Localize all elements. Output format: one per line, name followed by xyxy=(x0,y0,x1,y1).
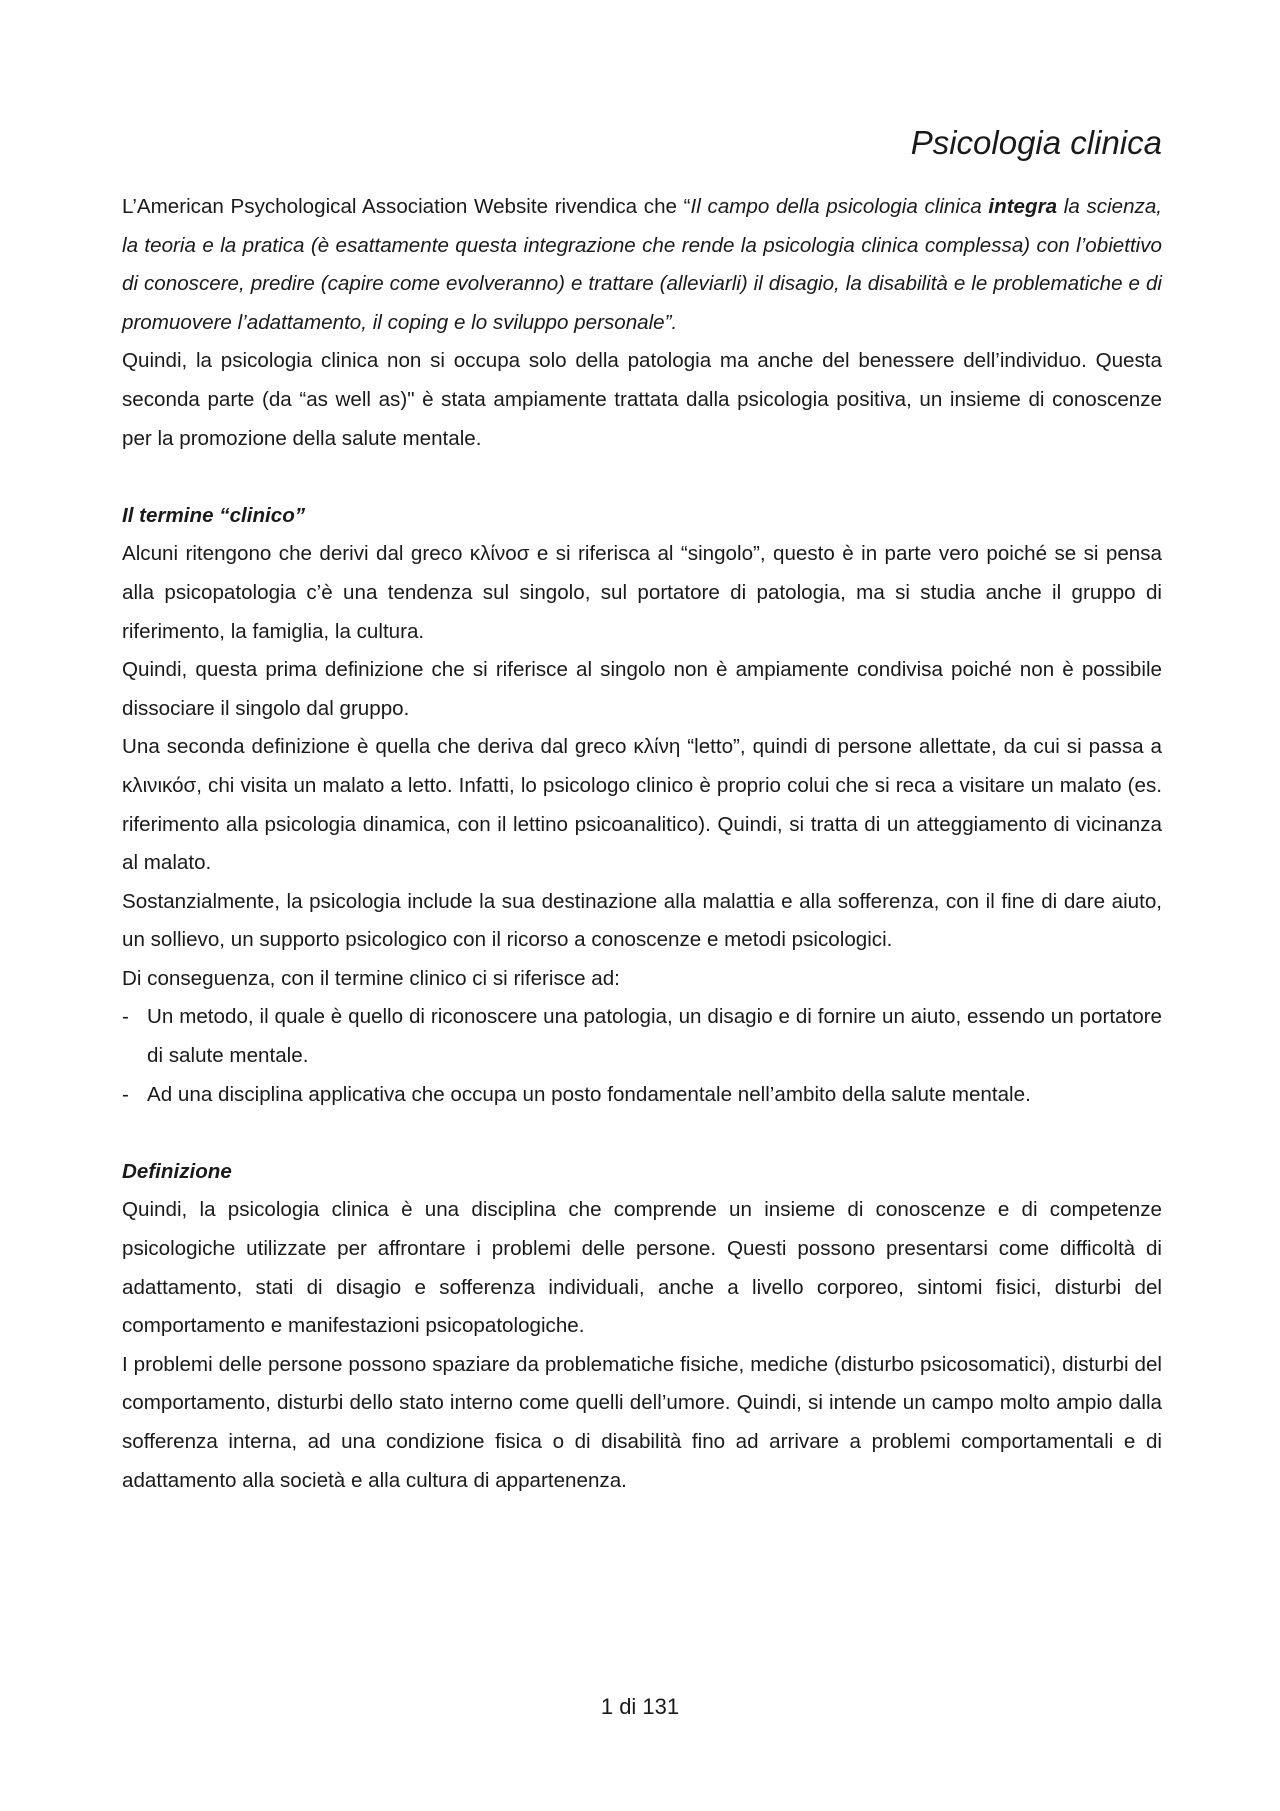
clinico-paragraph-5: Di conseguenza, con il termine clinico ci si riferisce ad: xyxy=(122,966,620,990)
list-item-text: Un metodo, il quale è quello di riconoscere una patologia, un disagio e di fornire un aiuto, essendo un portatore di salute mentale. xyxy=(147,1005,1162,1068)
page-title: Psicologia clinica xyxy=(910,124,1162,161)
list-item xyxy=(122,1076,1162,1115)
section-heading-definizione: Definizione xyxy=(122,1159,232,1183)
list-item-text: Ad una disciplina applicativa che occupa un posto fondamentale nell’ambito della salute mentale. xyxy=(147,1082,1031,1106)
intro-paragraph-1 xyxy=(122,188,1162,342)
section-heading-clinico: Il termine “clinico” xyxy=(122,503,306,527)
intro-lead: L’American Psychological Association Website rivendica che “ xyxy=(122,195,691,218)
definizione-paragraph-1: Quindi, la psicologia clinica è una disciplina che comprende un insieme di conoscenze e di competenze psicologiche utilizzate per affrontare i problemi delle persone. Questi possono presentarsi come difficoltà di adattamento, stati di disagio e sofferenza individuali, anche a livello corporeo, sintomi fisici, disturbi del comportamento e manifestazioni psicopatologiche. xyxy=(122,1198,1162,1338)
document-page xyxy=(122,118,1162,1738)
section-spacer xyxy=(122,458,1162,497)
page-number: 1 di 131 xyxy=(600,1694,680,1719)
dash-marker: - xyxy=(122,1005,129,1029)
clinico-paragraph-2: Quindi, questa prima definizione che si riferisce al singolo non è ampiamente condivisa poiché non è possibile dissociare il singolo dal gruppo. xyxy=(122,658,1162,720)
intro-quote-bold: integra xyxy=(988,195,1058,218)
clinico-paragraph-3: Una seconda definizione è quella che deriva dal greco κλίνη “letto”, quindi di persone allettate, da cui si passa a κλινικόσ, chi visita un malato a letto. Infatti, lo psicologo clinico è proprio colui che si reca a visitare un malato (es. riferimento alla psicologia dinamica, con il lettino psicoanalitico). Quindi, si tratta di un atteggiamento di vicinanza al malato. xyxy=(122,735,1162,875)
section-spacer xyxy=(122,1114,1162,1153)
clinico-paragraph-4: Sostanzialmente, la psicologia include la sua destinazione alla malattia e alla sofferenza, con il fine di dare aiuto, un sollievo, un supporto psicologico con il ricorso a conoscenze e metodi psicologici. xyxy=(122,889,1162,952)
intro-paragraph-2: Quindi, la psicologia clinica non si occupa solo della patologia ma anche del benessere dell’individuo. Questa seconda parte (da “as well as)" è stata ampiamente trattata dalla psicologia positiva, un insieme di conoscenze per la promozione della salute mentale. xyxy=(122,349,1162,450)
list-item xyxy=(122,998,1162,1075)
clinico-paragraph-1: Alcuni ritengono che derivi dal greco κλίνοσ e si riferisca al “singolo”, questo è in parte vero poiché se si pensa alla psicopatologia c’è una tendenza sul singolo, sul portatore di patologia, ma si studia anche il gruppo di riferimento, la famiglia, la cultura. xyxy=(122,542,1162,643)
intro-quote-start: Il campo della psicologia clinica xyxy=(690,195,989,218)
definizione-paragraph-2: I problemi delle persone possono spaziare da problematiche fisiche, mediche (disturbo psicosomatici), disturbi del comportamento, disturbi dello stato interno come quelli dell’umore. Quindi, si intende un campo molto ampio dalla sofferenza interna, ad una condizione fisica o di disabilità fino ad arrivare a problemi comportamentali e di adattamento alla società e alla cultura di appartenenza. xyxy=(122,1352,1162,1492)
intro-quote-end: la scienza, la teoria e la pratica (è esattamente questa integrazione che rende la psicologia clinica complessa) con l’obiettivo di conoscere, predire (capire come evolveranno) e trattare (alleviarli) il disagio, la disabilità e le problematiche e di promuovere l’adattamento, il coping e lo sviluppo personale”. xyxy=(122,195,1162,334)
clinico-list xyxy=(122,998,1162,1114)
dash-marker: - xyxy=(122,1082,129,1106)
